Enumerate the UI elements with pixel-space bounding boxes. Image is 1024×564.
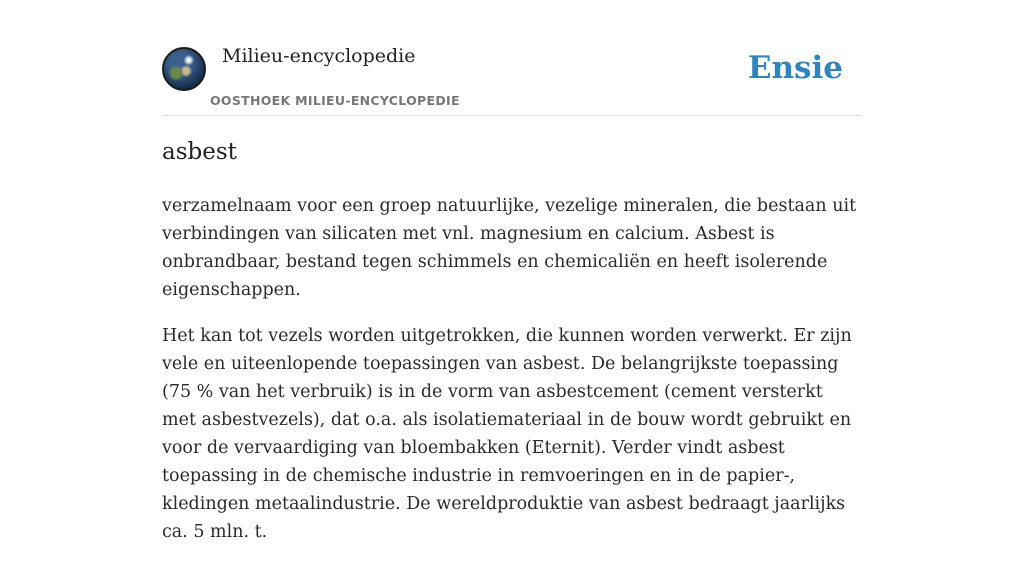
site-subtitle[interactable]: OOSTHOEK MILIEU-ENCYCLOPEDIE (210, 93, 460, 108)
page (162, 0, 862, 542)
earth-globe-icon[interactable] (162, 47, 206, 91)
ensie-logo-link[interactable]: Ensie (747, 50, 843, 86)
site-header (162, 0, 862, 116)
entry-paragraph: Het kan tot vezels worden uitgetrokken, die kunnen worden verwerkt. Er zijn vele en uiteenlopende toepassingen van asbest. De belangrijkste toepassing (75 % van het verbruik) is in de vorm van asbestcement (cement versterkt met asbestvezels), dat o.a. als isolatiemateriaal in de bouw wordt gebruikt en voor de vervaardiging van bloembakken (Eternit). Verder vindt asbest toepassing in de chemische industrie in remvoeringen en in de papier-, kledingen metaalindustrie. De wereldproduktie van asbest bedraagt jaarlijks ca. 5 mln. t. (162, 326, 852, 542)
entry-title: asbest (162, 139, 237, 165)
entry-body (162, 192, 862, 564)
site-title[interactable]: Milieu-encyclopedie (222, 45, 416, 67)
entry-paragraph: verzamelnaam voor een groep natuurlijke, vezelige mineralen, die bestaan uit verbindingen van silicaten met vnl. magnesium en calcium. Asbest is onbrandbaar, bestand tegen schimmels en chemicaliën en heeft isolerende eigenschappen. (162, 196, 857, 300)
